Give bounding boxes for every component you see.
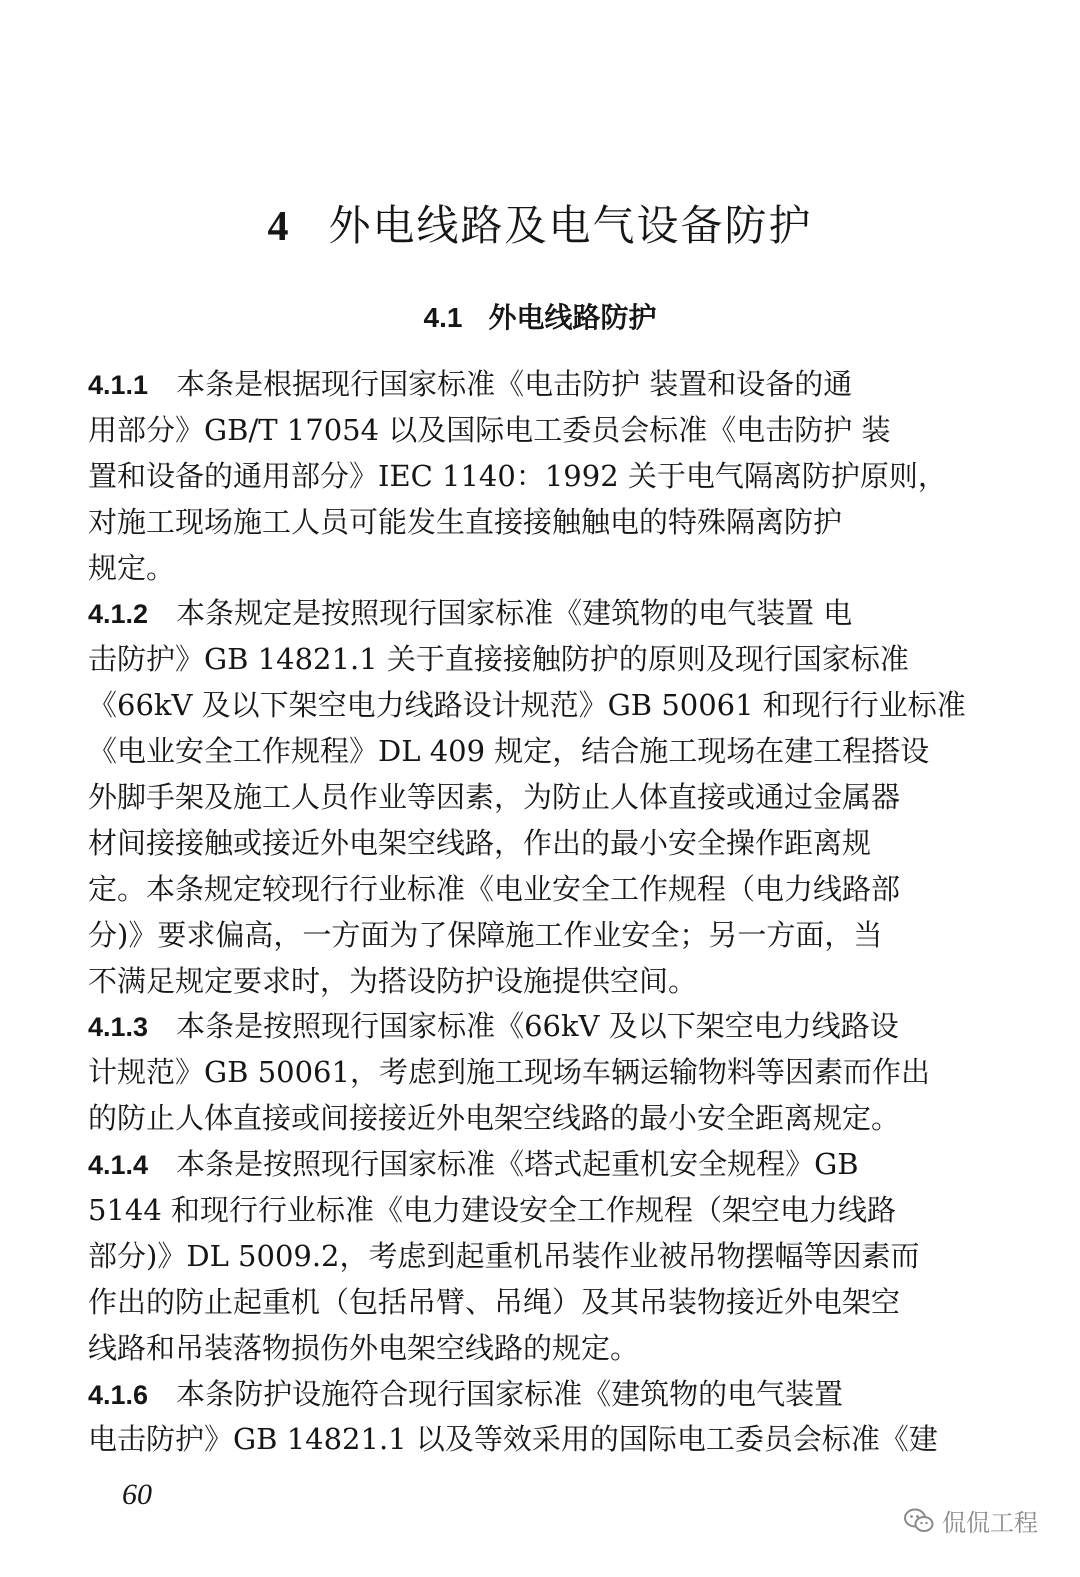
line-text: 《电业安全工作规程》DL 409 规定，结合施工现场在建工程搭设: [88, 734, 930, 769]
chapter-title: [0, 196, 1080, 257]
body-text: [88, 362, 988, 1463]
line-text: 计规范》GB 50061，考虑到施工现场车辆运输物料等因素而作出: [88, 1055, 930, 1090]
text-line: [88, 362, 988, 408]
text-line: [88, 500, 988, 546]
text-line: [88, 959, 988, 1005]
text-line: [88, 1326, 988, 1372]
line-text: 本条是根据现行国家标准《电击防护 装置和设备的通: [176, 367, 853, 401]
text-line: [88, 775, 988, 821]
watermark: [904, 1503, 1038, 1538]
section-title: [0, 296, 1080, 340]
line-text: 对施工现场施工人员可能发生直接接触触电的特殊隔离防护: [88, 504, 843, 539]
line-text: 的防止人体直接或间接接近外电架空线路的最小安全距离规定。: [88, 1101, 901, 1136]
text-line: [88, 913, 988, 959]
line-text: 电击防护》GB 14821.1 以及等效采用的国际电工委员会标准《建: [88, 1422, 938, 1457]
line-text: 《66kV 及以下架空电力线路设计规范》GB 50061 和现行行业标准: [88, 688, 966, 723]
text-line: [88, 1096, 988, 1142]
text-line: [88, 821, 988, 867]
text-line: [88, 729, 988, 775]
line-text: 用部分》GB/T 17054 以及国际电工委员会标准《电击防护 装: [88, 412, 891, 447]
clause-number: 4.1.4: [88, 1150, 149, 1181]
section-title-text: 外电线路防护: [488, 301, 657, 334]
text-line: [88, 1372, 988, 1418]
page-number: 60: [122, 1478, 152, 1511]
text-line: [88, 683, 988, 729]
line-text: 分)》要求偏高，一方面为了保障施工作业安全；另一方面，当: [88, 917, 883, 952]
line-text: 置和设备的通用部分》IEC 1140：1992 关于电气隔离防护原则，: [88, 458, 947, 493]
line-text: 部分)》DL 5009.2，考虑到起重机吊装作业被吊物摆幅等因素而: [88, 1238, 920, 1273]
line-text: 线路和吊装落物损伤外电架空线路的规定。: [88, 1330, 640, 1365]
text-line: [88, 637, 988, 683]
clause-number: 4.1.6: [88, 1379, 149, 1410]
text-line: [88, 1280, 988, 1326]
line-text: 作出的防止起重机（包括吊臂、吊绳）及其吊装物接近外电架空: [88, 1284, 901, 1319]
watermark-text: 侃侃工程: [942, 1509, 1038, 1537]
wechat-icon: [904, 1508, 934, 1534]
chapter-number: 4: [267, 204, 291, 250]
text-line: [88, 408, 988, 454]
clause-number: 4.1.3: [88, 1012, 149, 1043]
line-text: 定。本条规定较现行行业标准《电业安全工作规程（电力线路部: [88, 871, 901, 906]
line-text: 外脚手架及施工人员作业等因素，为防止人体直接或通过金属器: [88, 780, 901, 815]
line-text: 本条防护设施符合现行国家标准《建筑物的电气装置: [176, 1376, 844, 1411]
text-line: [88, 867, 988, 913]
text-line: [88, 1234, 988, 1280]
text-line: [88, 546, 988, 592]
line-text: 本条是按照现行国家标准《66kV 及以下架空电力线路设: [176, 1009, 899, 1044]
line-text: 不满足规定要求时，为搭设防护设施提供空间。: [88, 963, 698, 998]
clause-number: 4.1.1: [88, 370, 149, 400]
line-text: 击防护》GB 14821.1 关于直接接触防护的原则及现行国家标准: [88, 642, 909, 677]
text-line: [88, 1417, 988, 1463]
text-line: [88, 454, 988, 500]
line-text: 本条规定是按照现行国家标准《建筑物的电气装置 电: [176, 596, 853, 631]
text-line: [88, 1004, 988, 1050]
line-text: 5144 和现行行业标准《电力建设安全工作规程（架空电力线路: [88, 1193, 897, 1228]
line-text: 本条是按照现行国家标准《塔式起重机安全规程》GB: [176, 1147, 859, 1182]
line-text: 规定。: [88, 550, 176, 585]
clause-number: 4.1.2: [88, 599, 149, 630]
line-text: 材间接接触或接近外电架空线路，作出的最小安全操作距离规: [88, 825, 872, 860]
text-line: [88, 1142, 988, 1188]
section-number: 4.1: [423, 302, 463, 333]
text-line: [88, 591, 988, 637]
text-line: [88, 1050, 988, 1096]
text-line: [88, 1188, 988, 1234]
chapter-title-text: 外电线路及电气设备防护: [328, 201, 813, 250]
